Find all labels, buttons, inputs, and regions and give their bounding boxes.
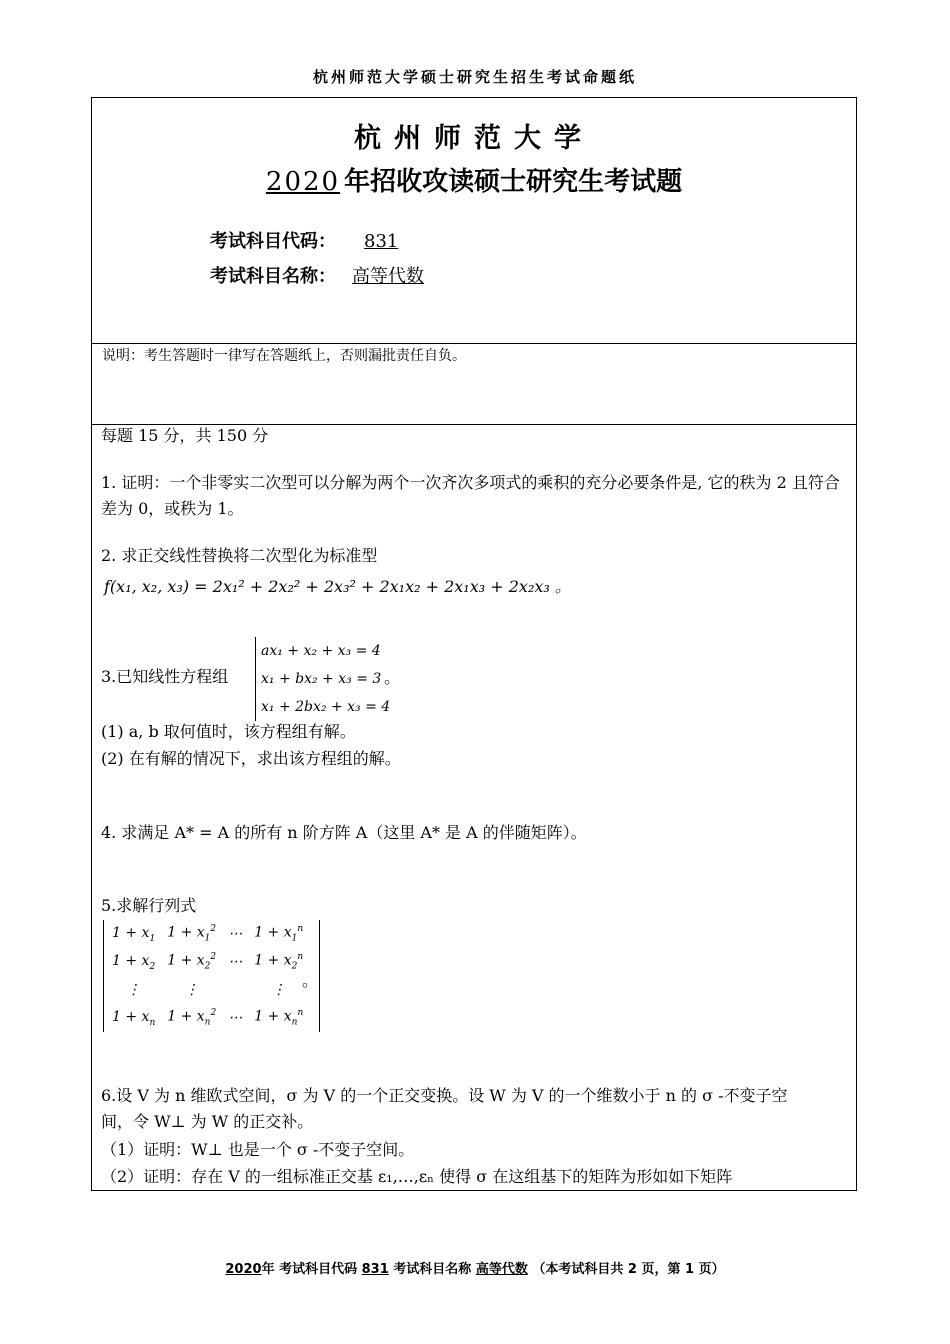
question-6-part-1: （1）证明：W⊥ 也是一个 σ -不变子空间。 [101,1140,415,1159]
question-3-part-2: (2) 在有解的情况下，求出该方程组的解。 [101,749,401,768]
footer-text: 年 考试科目代码 [261,1262,362,1277]
scoring-line: 每题 15 分，共 150 分 [101,426,269,445]
page-footer [0,1258,950,1277]
determinant-row: $1 + x_2$ $1 + x_2^2$ ⋯ $1 + x_2^n$ [112,952,304,972]
question-6-part-2: （2）证明：存在 V 的一组标准正交基 ε₁,…,εₙ 使得 σ 在这组基下的矩阵为形如如下矩阵 [101,1167,733,1186]
subject-code: 831 [364,231,399,252]
subject-code-row [210,227,426,253]
question-3-intro: 3.已知线性方程组 [101,667,229,686]
title-section [92,98,856,344]
question-5: 5.求解行列式 [101,896,197,915]
determinant-row: $1 + x_n$ $1 + x_n^2$ ⋯ $1 + x_n^n$ [112,1008,304,1028]
subject-name-row [210,262,430,288]
determinant-row: $1 + x_1$ $1 + x_1^2$ ⋯ $1 + x_1^n$ [112,924,304,944]
question-6-line-2: 间，令 W⊥ 为 W 的正交补。 [101,1112,314,1131]
question-1: 1. 证明：一个非零实二次型可以分解为两个一次齐次多项式的乘积的充分必要条件是, 它的秩为 2 且符合差为 0，或秩为 1。 [101,473,840,518]
footer-code: 831 [361,1262,389,1277]
question-2-intro: 2. 求正交线性替换将二次型化为标准型 [101,546,378,565]
question-6-line-1: 6.设 V 为 n 维欧式空间，σ 为 V 的一个正交变换。设 W 为 V 的一个维数小于 n 的 σ -不变子空 [101,1086,788,1105]
determinant [103,920,320,1032]
questions-section: 每题 15 分，共 150 分 1. 证明：一个非零实二次型可以分解为两个一次齐次多项式的乘积的充分必要条件是, 它的秩为 2 且符合差为 0，或秩为 1。 2. 求正交线性替换将二次型化为标准型 f(x₁, x₂, x₃) = 2x₁² + 2x₂² + 2x₃² + 2x₁x₂ + 2x₁x₃ + 2x₂x₃ 。 3.已知线性方程组 ax₁ + x₂ + x₃ = 4 x₁ + bx₂ + x₃ = 3 x₁ + 2bx₂ + x₃ = 4 。 (1) a, b 取何值时，该方程组有解。 (2) 在有解的情况下，求出该方程组的解。 4. 求满足 A* = A 的所有 n 阶方阵 A（这里 A* 是 A 的伴随矩阵）。 5.求解行列式 $1 + x_1$ $1 + x_1^2$ ⋯ $1 + x_1^n$ $1 + x_2$ $1 + x_2^2$ ⋯ $1 + x_2^n$ ⋮ ⋮ ⋮ $1 + x_n$ $1 + x_n^2$ ⋯ $1 + x_n^n$ 。 6.设 V 为 n 维欧式空间，σ 为 V 的一个正交变换。设 W 为 V 的一个维数小于 n 的 σ -不变子空 间，令 W⊥ 为 W 的正交补。 （1）证明：W⊥ 也是一个 σ -不变子空间。 （2）证明：存在 V 的一组标准正交基 ε₁,…,εₙ 使得 σ 在这组基下的矩阵为形如如下矩阵 [92,424,856,1190]
footer-subject-name: 高等代数 [475,1262,528,1277]
footer-pages: （本考试科目共 2 页，第 1 页） [527,1262,725,1277]
footer-year: 2020 [225,1262,262,1277]
exam-frame [91,97,857,1191]
question-2-formula: f(x₁, x₂, x₃) = 2x₁² + 2x₂² + 2x₃² + 2x₁x₂ + 2x₁x₃ + 2x₂x₃ 。 [104,577,571,596]
instructions-note: 说明：考生答题时一律写在答题纸上，否则漏批责任自负。 [102,348,466,364]
note-section [92,343,856,425]
equation-2: x₁ + bx₂ + x₃ = 3 [261,671,382,687]
question-4: 4. 求满足 A* = A 的所有 n 阶方阵 A（这里 A* 是 A 的伴随矩阵）。 [101,823,587,842]
exam-title-text: 年招收攻读硕士研究生考试题 [344,167,683,197]
page-header: 杭州师范大学硕士研究生招生考试命题纸 [312,68,637,86]
exam-title [92,161,856,198]
university-name: 杭州师范大学 [354,123,594,154]
footer-name-label: 考试科目名称 [388,1262,476,1277]
subject-code-label: 考试科目代码： [210,231,336,252]
subject-name: 高等代数 [352,266,424,287]
exam-year: 2020 [265,167,341,197]
question-3-part-1: (1) a, b 取何值时，该方程组有解。 [101,722,356,741]
equation-system [255,637,390,721]
equation-1: ax₁ + x₂ + x₃ = 4 [261,643,381,659]
subject-name-label: 考试科目名称： [210,266,336,287]
determinant-row: ⋮ ⋮ ⋮ [126,982,286,998]
equation-3: x₁ + 2bx₂ + x₃ = 4 [261,699,391,715]
